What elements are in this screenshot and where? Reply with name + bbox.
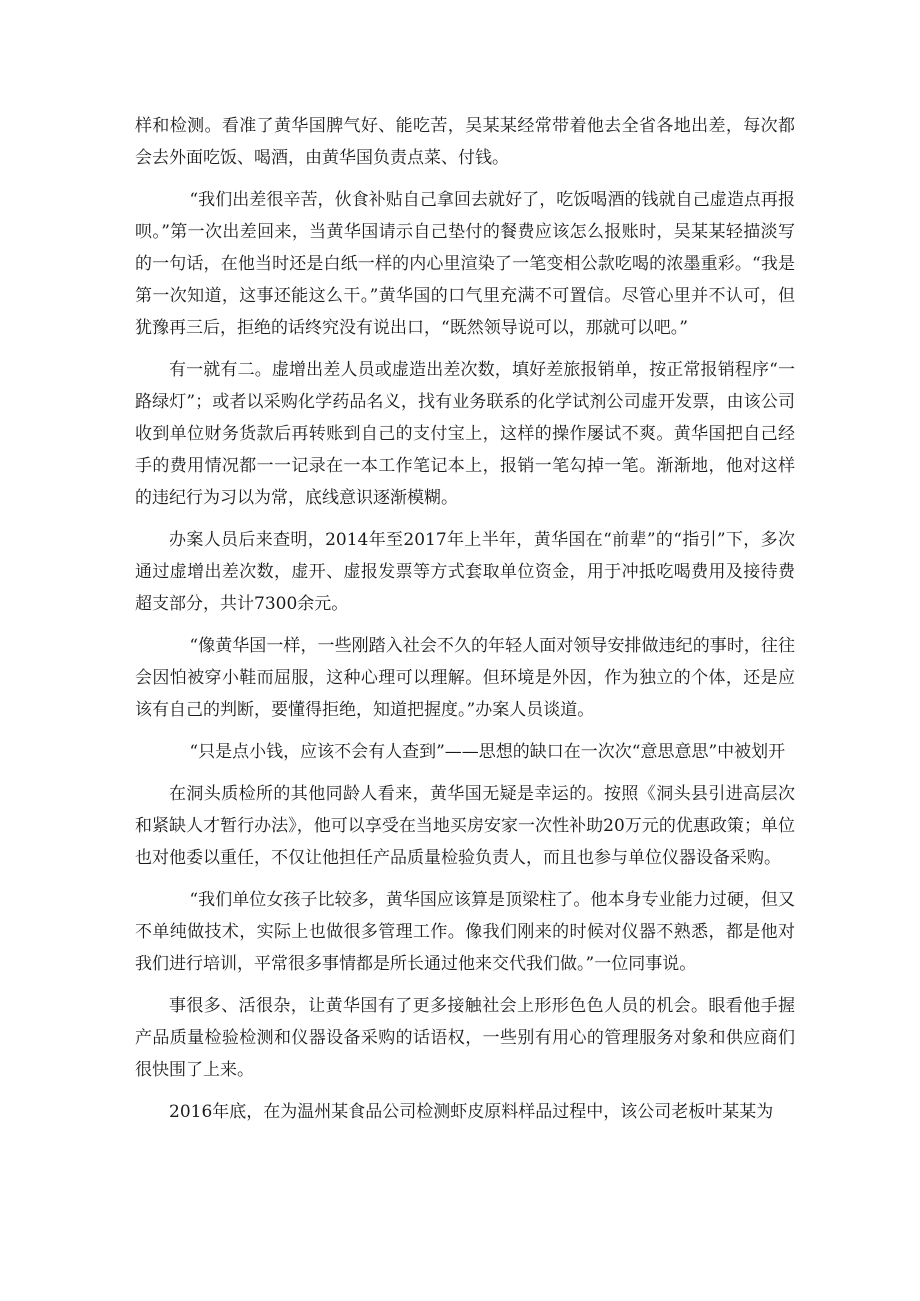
paragraph-investigation-findings: 办案人员后来查明，2014年至2017年上半年，黄华国在“前辈”的“指引”下，多次通过虚增出差次数，虚开、虚报发票等方式套取单位资金，用于冲抵吃喝费用及接待费超支部分，共计7300余元。 [135,530,795,614]
section-subheading: “只是点小钱，应该不会有人查到”——思想的缺口在一次次“意思意思”中被划开 [189,742,786,762]
paragraph-colleague-quote: “我们单位女孩子比较多，黄华国应该算是顶梁柱了。他本身专业能力过硬，但又不单纯做技术，实际上也做很多管理工作。像我们刚来的时候对仪器不熟悉，都是他对我们进行培训，平常很多事情都是所长通过他来交代我们做。”一位同事说。 [135,890,795,974]
paragraph-talent-policy: 在洞头质检所的其他同龄人看来，黄华国无疑是幸运的。按照《洞头县引进高层次和紧缺人才暂行办法》，他可以享受在当地买房安家一次性补助20万元的优惠政策；单位也对他委以重任，不仅让他担任产品质量检验负责人，而且也参与单位仪器设备采购。 [135,784,795,868]
paragraph-repeated-fraud: 有一就有二。虚增出差人员或虚造出差次数，填好差旅报销单，按正常报销程序“一路绿灯”；或者以采购化学药品名义，找有业务联系的化学试剂公司虚开发票，由该公司收到单位财务货款后再转账到自己的支付宝上，这样的操作屡试不爽。黄华国把自己经手的费用情况都一一记录在一本工作笔记本上，报销一笔勾掉一笔。渐渐地，他对这样的违纪行为习以为常，底线意识逐渐模糊。 [135,360,795,508]
paragraph-quote-reimbursement: “我们出差很辛苦，伙食补贴自己拿回去就好了，吃饭喝酒的钱就自己虚造点再报呗。”第一次出差回来，当黄华国请示自己垫付的餐费应该怎么报账时，吴某某轻描淡写的一句话，在他当时还是白纸一样的内心里渲染了一笔变相公款吃喝的浓墨重彩。“我是第一次知道，这事还能这么干。”黄华国的口气里充满不可置信。尽管心里并不认可，但犹豫再三后，拒绝的话终究没有说出口，“既然领导说可以，那就可以吧。” [135,190,795,338]
paragraph-continuation: 样和检测。看准了黄华国脾气好、能吃苦，吴某某经常带着他去全省各地出差，每次都会去外面吃饭、喝酒，由黄华国负责点菜、付钱。 [135,116,795,168]
paragraph-suppliers: 事很多、活很杂，让黄华国有了更多接触社会上形形色色人员的机会。眼看他手握产品质量检验检测和仪器设备采购的话语权，一些别有用心的管理服务对象和供应商们很快围了上来。 [135,996,795,1080]
paragraph-investigator-comment: “像黄华国一样，一些刚踏入社会不久的年轻人面对领导安排做违纪的事时，往往会因怕被穿小鞋而屈服，这种心理可以理解。但环境是外因，作为独立的个体，还是应该有自己的判断，要懂得拒绝，知道把握度。”办案人员谈道。 [135,636,795,720]
document-body [135,110,795,1138]
paragraph-2016-case: 2016年底，在为温州某食品公司检测虾皮原料样品过程中，该公司老板叶某某为 [169,1102,774,1122]
